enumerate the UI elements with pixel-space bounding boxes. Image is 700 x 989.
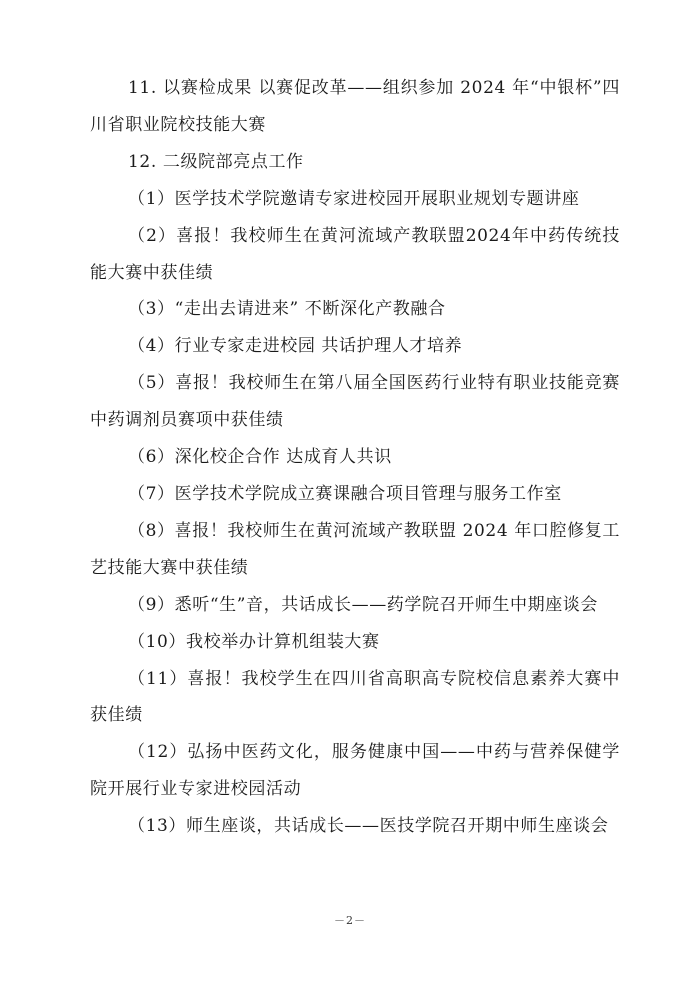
sub-item-11: （11）喜报！我校学生在四川省高职高专院校信息素养大赛中获佳绩 xyxy=(90,668,620,726)
sub-item-10: （10）我校举办计算机组装大赛 xyxy=(128,631,380,652)
paragraph-item-12: 12. 二级院部亮点工作 xyxy=(128,151,304,172)
sub-item-4: （4）行业专家走进校园 共话护理人才培养 xyxy=(128,336,463,357)
sub-item-5: （5）喜报！我校师生在第八届全国医药行业特有职业技能竞赛中药调剂员赛项中获佳绩 xyxy=(90,373,620,431)
sub-item-2: （2）喜报！我校师生在黄河流域产教联盟2024年中药传统技能大赛中获佳绩 xyxy=(90,225,620,283)
sub-item-12: （12）弘扬中医药文化，服务健康中国——中药与营养保健学院开展行业专家进校园活动 xyxy=(90,742,620,800)
sub-item-7: （7）医学技术学院成立赛课融合项目管理与服务工作室 xyxy=(128,483,562,504)
sub-item-9: （9）悉听“生”音，共话成长——药学院召开师生中期座谈会 xyxy=(128,594,598,615)
sub-item-3: （3）“走出去请进来” 不断深化产教融合 xyxy=(128,299,446,320)
page-number: －2－ xyxy=(334,914,366,927)
sub-item-6: （6）深化校企合作 达成育人共识 xyxy=(128,447,392,468)
paragraph-item-11: 11. 以赛检成果 以赛促改革——组织参加 2024 年“中银杯”四川省职业院校技能大赛 xyxy=(90,78,620,135)
sub-item-13: （13）师生座谈，共话成长——医技学院召开期中师生座谈会 xyxy=(128,816,609,837)
sub-item-8: （8）喜报！我校师生在黄河流域产教联盟 2024 年口腔修复工艺技能大赛中获佳绩 xyxy=(90,520,620,578)
document-body xyxy=(90,70,620,845)
sub-item-1: （1）医学技术学院邀请专家进校园开展职业规划专题讲座 xyxy=(128,188,580,209)
